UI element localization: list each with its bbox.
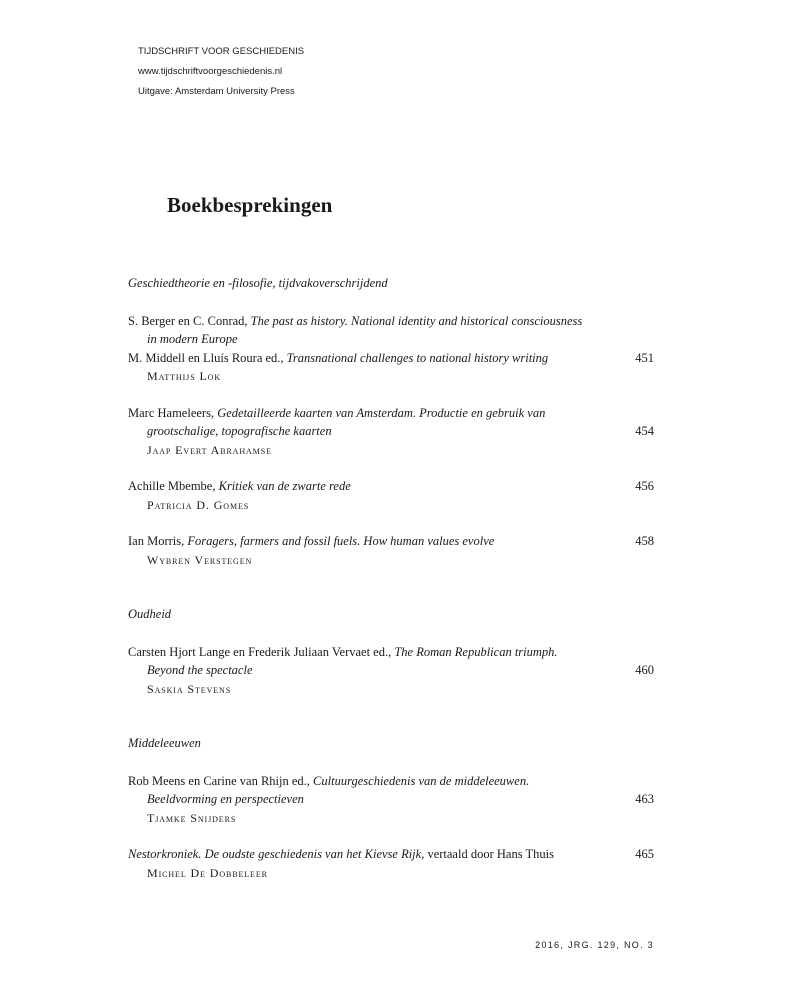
entry-line bbox=[128, 643, 654, 662]
book-title: Transnational challenges to national history writing bbox=[286, 350, 549, 365]
book-title: Kritiek van de zwarte rede bbox=[218, 479, 351, 493]
book-title: grootschalige, topografische kaarten bbox=[147, 424, 332, 438]
table-of-contents bbox=[128, 274, 654, 900]
book-title: Cultuurgeschiedenis van de middeleeuwen. bbox=[313, 773, 530, 788]
reviewer-name: Jaap Evert Abrahamse bbox=[147, 442, 272, 457]
page-number: 458 bbox=[635, 534, 654, 548]
entry-line bbox=[128, 404, 654, 423]
journal-website[interactable]: www.tijdschriftvoorgeschiedenis.nl bbox=[138, 66, 283, 77]
entry-line bbox=[128, 422, 654, 441]
reviewer-name: Wybren Verstegen bbox=[147, 552, 253, 567]
entry-line bbox=[128, 661, 654, 680]
review-entry bbox=[128, 404, 654, 460]
reviewer-name: Matthijs Lok bbox=[147, 369, 222, 383]
publisher: Uitgave: Amsterdam University Press bbox=[138, 86, 295, 97]
entry-translator: , vertaald door Hans Thuis bbox=[421, 847, 554, 861]
issue-footer: 2016, JRG. 129, NO. 3 bbox=[535, 940, 654, 950]
review-entry bbox=[128, 643, 654, 699]
page-number: 451 bbox=[635, 350, 654, 365]
book-title: Beeldvorming en perspectieven bbox=[147, 792, 304, 806]
reviewer-name: Tjamke Snijders bbox=[147, 810, 237, 825]
entry-authors: Rob Meens en Carine van Rhijn ed., bbox=[128, 773, 314, 788]
book-title: Foragers, farmers and fossil fuels. How human values evolve bbox=[187, 534, 495, 548]
book-title: The past as history. National identity and historical consciousness bbox=[250, 313, 583, 328]
masthead bbox=[138, 42, 304, 102]
journal-name: TIJDSCHRIFT VOOR GESCHIEDENIS bbox=[138, 46, 305, 57]
entry-line bbox=[128, 532, 654, 551]
entry-authors: Carsten Hjort Lange en Frederik Juliaan Vervaet ed., bbox=[128, 644, 395, 659]
review-entry bbox=[128, 532, 654, 569]
book-title: in modern Europe bbox=[147, 332, 238, 346]
review-entry bbox=[128, 845, 654, 882]
reviewer-name: Michel De Dobbeleer bbox=[147, 865, 268, 880]
entry-authors: Marc Hameleers, bbox=[128, 405, 218, 420]
entry-line bbox=[128, 772, 654, 791]
book-title: Nestorkroniek. De oudste geschiedenis van het Kievse Rijk bbox=[128, 847, 422, 861]
page-number: 460 bbox=[635, 663, 654, 677]
entry-line bbox=[128, 312, 654, 331]
entry-authors: S. Berger en C. Conrad, bbox=[128, 313, 251, 328]
entry-line bbox=[128, 845, 654, 864]
page-title: Boekbesprekingen bbox=[167, 193, 333, 217]
entry-authors: M. Middell en Lluís Roura ed., bbox=[128, 350, 287, 365]
book-title: Gedetailleerde kaarten van Amsterdam. Productie en gebruik van bbox=[217, 405, 546, 420]
entry-authors: Ian Morris, bbox=[128, 534, 188, 548]
reviewer-name: Patricia D. Gomes bbox=[147, 497, 250, 512]
review-entry bbox=[128, 312, 654, 386]
entry-line bbox=[128, 349, 654, 368]
entry-authors: Achille Mbembe, bbox=[128, 479, 219, 493]
section-heading-middleages: Middeleeuwen bbox=[128, 736, 201, 750]
page-number: 463 bbox=[635, 792, 654, 806]
reviewer-name: Saskia Stevens bbox=[147, 681, 232, 696]
section-heading-antiquity: Oudheid bbox=[128, 607, 172, 621]
page-number: 456 bbox=[635, 479, 654, 493]
book-title: The Roman Republican triumph. bbox=[394, 644, 558, 659]
section-heading-theory: Geschiedtheorie en -filosofie, tijdvakoverschrijdend bbox=[128, 276, 388, 290]
book-title: Beyond the spectacle bbox=[147, 663, 253, 677]
page-number: 465 bbox=[635, 847, 654, 861]
review-entry bbox=[128, 772, 654, 828]
review-entry bbox=[128, 477, 654, 514]
entry-line bbox=[128, 477, 654, 496]
entry-line bbox=[128, 790, 654, 809]
entry-line bbox=[128, 330, 654, 349]
page-number: 454 bbox=[635, 424, 654, 438]
